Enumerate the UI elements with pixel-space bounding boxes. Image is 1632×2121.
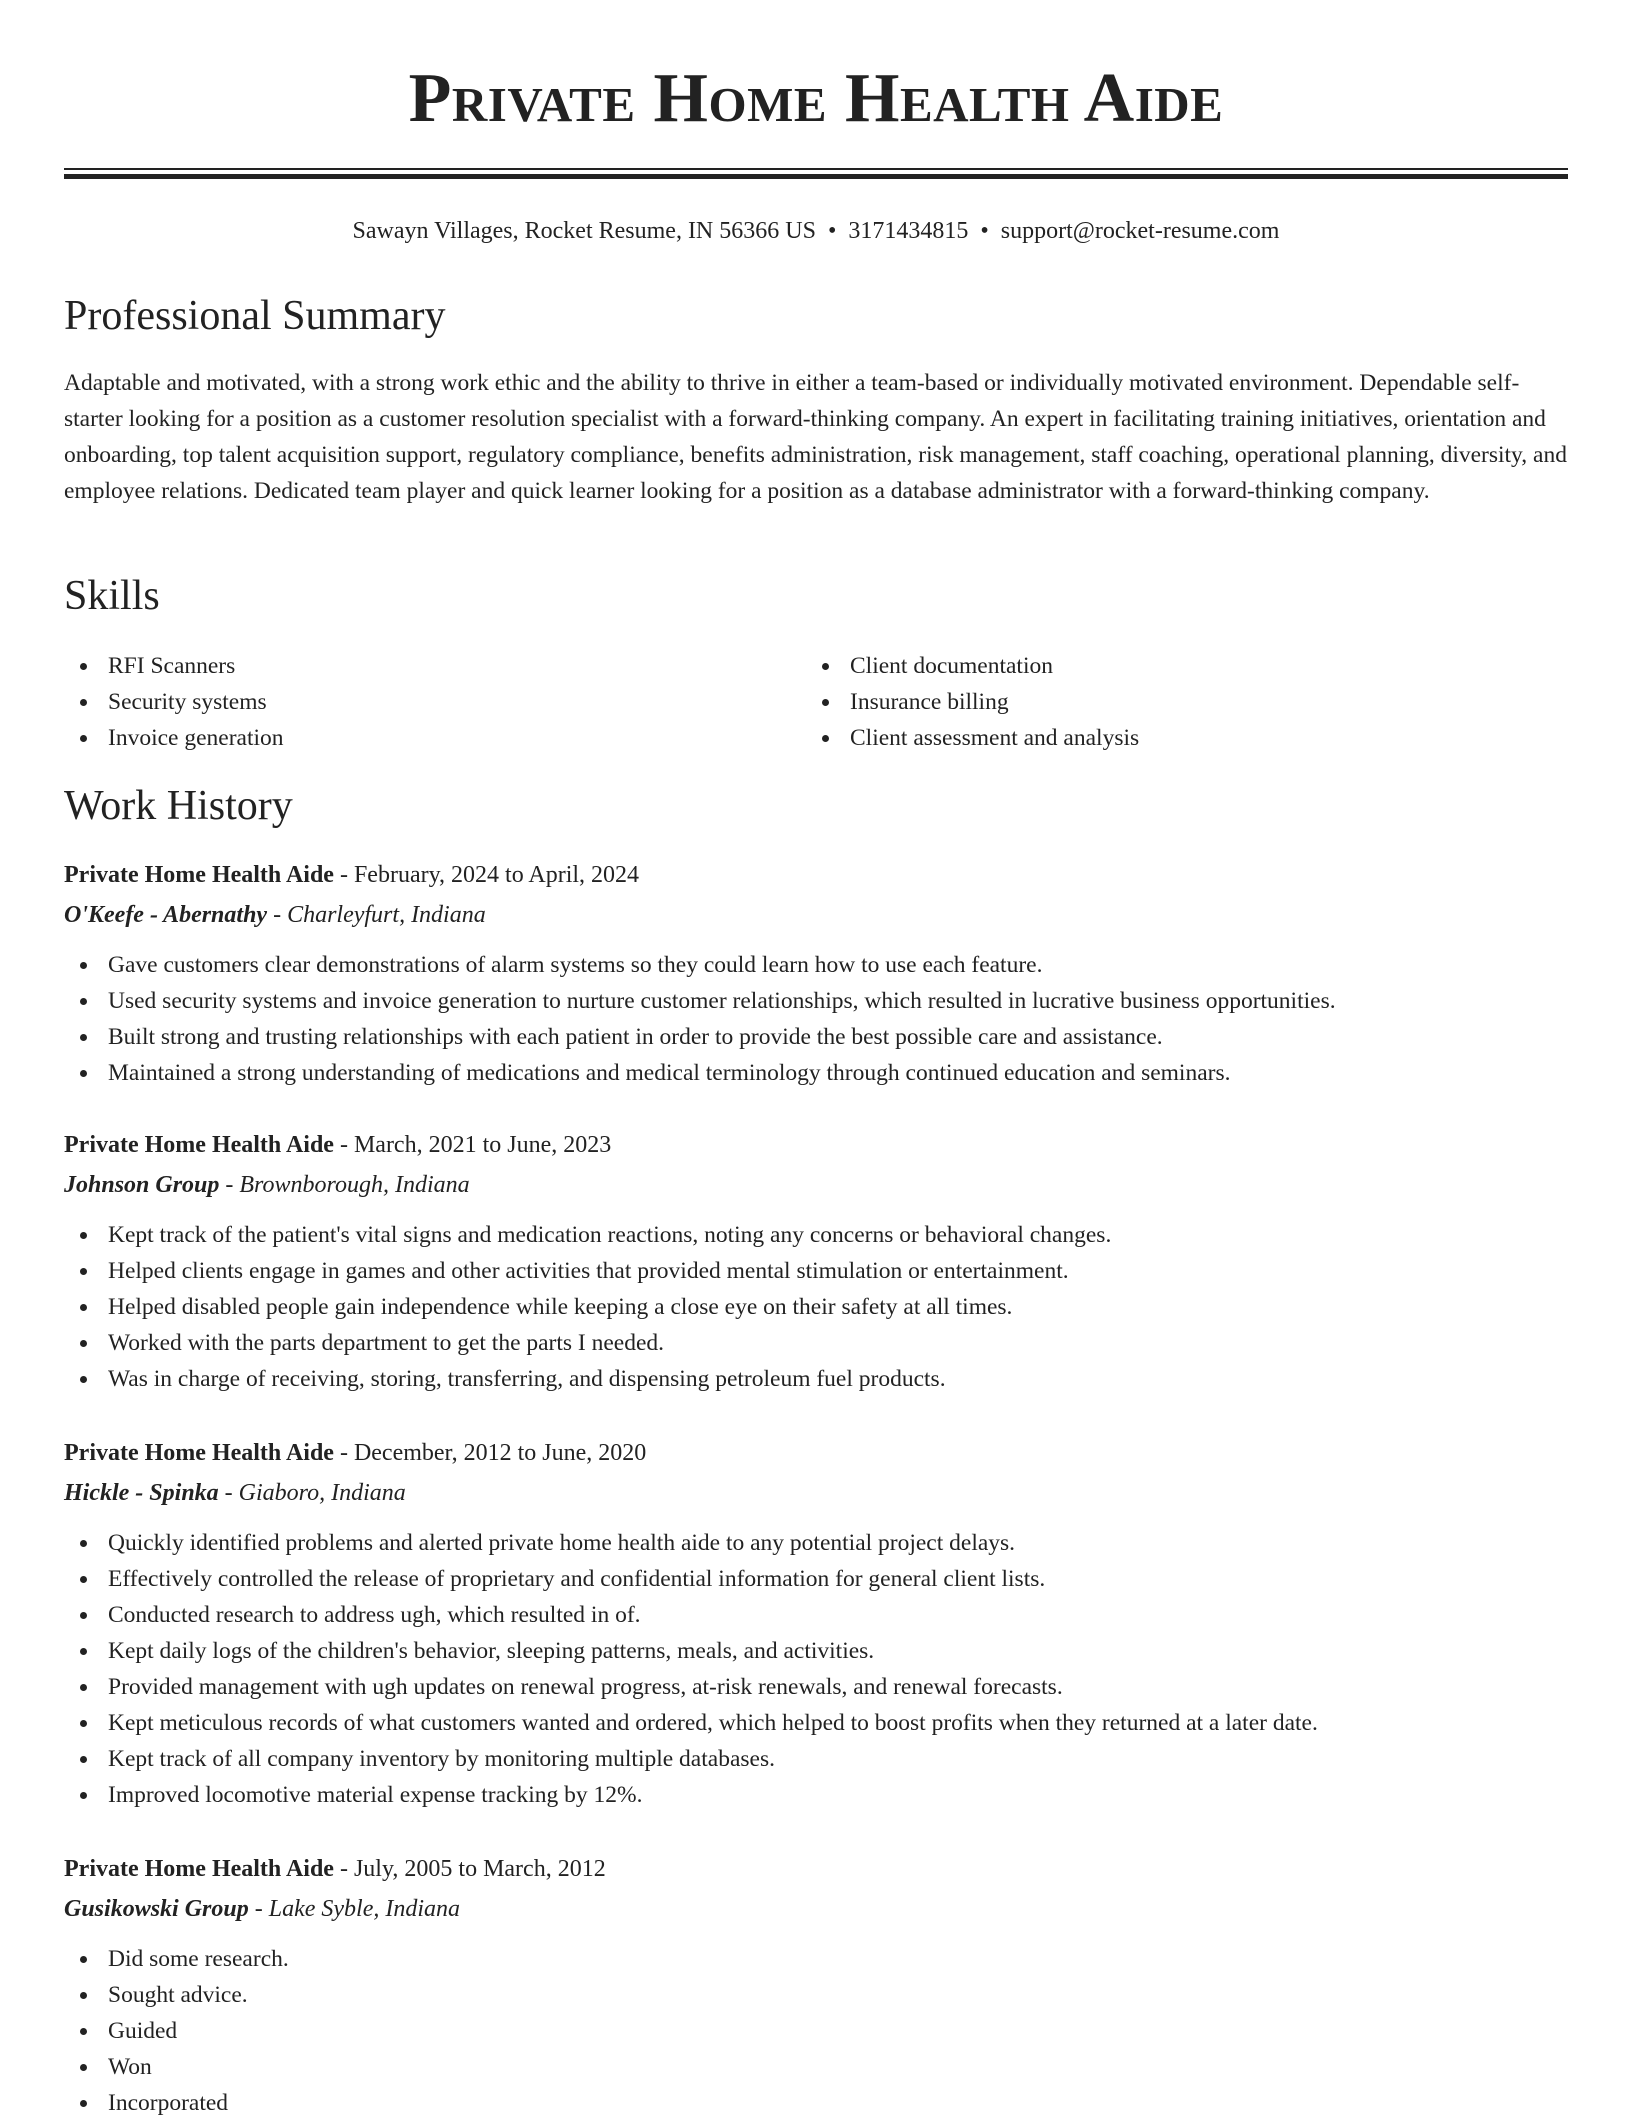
job-title: Private Home Health Aide <box>64 862 334 888</box>
company-location: - Brownborough, Indiana <box>219 1172 470 1198</box>
skill-item: Security systems <box>64 684 804 720</box>
job-bullet: Worked with the parts department to get the parts I needed. <box>64 1325 1568 1361</box>
job-bullet: Guided <box>64 2013 1568 2049</box>
skills-list-left <box>64 648 804 756</box>
contact-address: Sawayn Villages, Rocket Resume, IN 56366 US <box>352 218 816 244</box>
job-entry <box>64 1433 1568 1813</box>
job-bullet: Kept track of the patient's vital signs and medication reactions, noting any concerns or behavioral changes. <box>64 1217 1568 1253</box>
job-entry <box>64 855 1568 1091</box>
company-line <box>64 1473 1568 1513</box>
job-dates: - March, 2021 to June, 2023 <box>333 1132 612 1158</box>
company-name: Gusikowski Group <box>64 1896 249 1922</box>
job-title-line <box>64 1125 1568 1165</box>
job-bullet: Kept track of all company inventory by monitoring multiple databases. <box>64 1741 1568 1777</box>
skill-item: Insurance billing <box>806 684 1546 720</box>
job-entry <box>64 1125 1568 1397</box>
title-rule-thin <box>64 168 1568 170</box>
job-title-line <box>64 1433 1568 1473</box>
job-bullet: Was in charge of receiving, storing, transferring, and dispensing petroleum fuel products. <box>64 1361 1568 1397</box>
job-bullets <box>64 947 1568 1091</box>
job-bullets <box>64 1941 1568 2121</box>
job-bullets <box>64 1217 1568 1397</box>
job-title: Private Home Health Aide <box>64 1132 334 1158</box>
company-line <box>64 895 1568 935</box>
summary-heading: Professional Summary <box>64 293 446 339</box>
job-dates: - February, 2024 to April, 2024 <box>333 862 640 888</box>
job-bullet: Built strong and trusting relationships with each patient in order to provide the best possible care and assistance. <box>64 1019 1568 1055</box>
skill-item: Invoice generation <box>64 720 804 756</box>
job-entry <box>64 1849 1568 2121</box>
company-line <box>64 1165 1568 1205</box>
job-title: Private Home Health Aide <box>64 1856 334 1882</box>
skill-item: RFI Scanners <box>64 648 804 684</box>
job-bullet: Improved locomotive material expense tracking by 12%. <box>64 1777 1568 1813</box>
job-dates: - December, 2012 to June, 2020 <box>333 1440 647 1466</box>
job-bullet: Helped clients engage in games and other activities that provided mental stimulation or entertainment. <box>64 1253 1568 1289</box>
job-title: Private Home Health Aide <box>64 1440 334 1466</box>
skills-heading: Skills <box>64 573 160 619</box>
job-bullet: Provided management with ugh updates on renewal progress, at-risk renewals, and renewal forecasts. <box>64 1669 1568 1705</box>
company-location: - Giaboro, Indiana <box>218 1480 406 1506</box>
job-bullets <box>64 1525 1568 1813</box>
job-title-line <box>64 1849 1568 1889</box>
skills-list-right <box>806 648 1546 756</box>
company-name: Johnson Group <box>64 1172 220 1198</box>
job-bullet: Did some research. <box>64 1941 1568 1977</box>
job-bullet: Used security systems and invoice generation to nurture customer relationships, which resulted in lucrative business opportunities. <box>64 983 1568 1019</box>
job-bullet: Gave customers clear demonstrations of alarm systems so they could learn how to use each feature. <box>64 947 1568 983</box>
resume-title: Private Home Health Aide <box>408 60 1224 137</box>
company-name: Hickle - Spinka <box>64 1480 219 1506</box>
job-bullet: Effectively controlled the release of proprietary and confidential information for general client lists. <box>64 1561 1568 1597</box>
contact-separator: • <box>980 218 989 244</box>
job-bullet: Conducted research to address ugh, which resulted in of. <box>64 1597 1568 1633</box>
job-bullet: Incorporated <box>64 2085 1568 2121</box>
job-bullet: Quickly identified problems and alerted private home health aide to any potential project delays. <box>64 1525 1568 1561</box>
job-bullet: Sought advice. <box>64 1977 1568 2013</box>
job-dates: - July, 2005 to March, 2012 <box>333 1856 606 1882</box>
skill-item: Client documentation <box>806 648 1546 684</box>
work-history-heading: Work History <box>64 783 293 829</box>
contact-phone: 3171434815 <box>848 218 969 244</box>
summary-text: Adaptable and motivated, with a strong work ethic and the ability to thrive in either a team-based or individually motivated environment. Dependable self-starter looking for a position as a customer resolution specialist with a forward-thinking company. An expert in facilitating training initiatives, orientation and onboarding, top talent acquisition support, regulatory compliance, benefits administration, risk management, staff coaching, operational planning, diversity, and employee relations. Dedicated team player and quick learner looking for a position as a database administrator with a forward-thinking company. <box>64 370 1567 504</box>
resume-page <box>64 0 1568 2116</box>
title-rule-thick <box>64 174 1568 179</box>
contact-email: support@rocket-resume.com <box>1000 218 1280 244</box>
job-bullet: Kept meticulous records of what customers wanted and ordered, which helped to boost profits when they returned at a later date. <box>64 1705 1568 1741</box>
contact-line <box>64 215 1568 247</box>
job-bullet: Maintained a strong understanding of medications and medical terminology through continued education and seminars. <box>64 1055 1568 1091</box>
company-location: - Lake Syble, Indiana <box>248 1896 461 1922</box>
company-line <box>64 1889 1568 1929</box>
company-name: O'Keefe - Abernathy <box>64 902 268 928</box>
skill-item: Client assessment and analysis <box>806 720 1546 756</box>
company-location: - Charleyfurt, Indiana <box>267 902 486 928</box>
contact-separator: • <box>827 218 837 244</box>
job-bullet: Won <box>64 2049 1568 2085</box>
job-bullet: Kept daily logs of the children's behavior, sleeping patterns, meals, and activities. <box>64 1633 1568 1669</box>
job-title-line <box>64 855 1568 895</box>
job-bullet: Helped disabled people gain independence while keeping a close eye on their safety at all times. <box>64 1289 1568 1325</box>
